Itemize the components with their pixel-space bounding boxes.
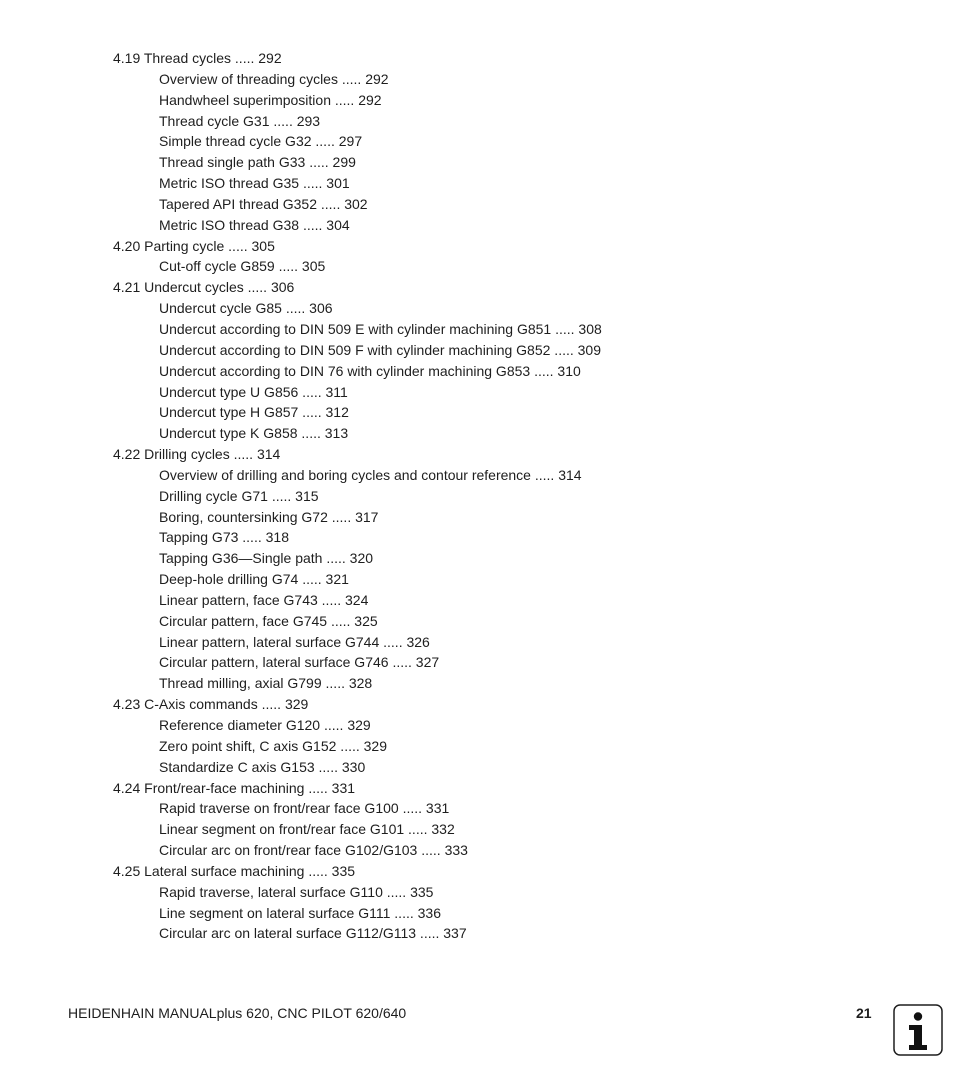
toc-entry[interactable]: Tapping G73 ..... 318	[159, 529, 289, 546]
toc-entry[interactable]: Thread milling, axial G799 ..... 328	[159, 675, 373, 692]
toc-entry[interactable]: Reference diameter G120 ..... 329	[159, 717, 371, 733]
toc-entry[interactable]: Linear pattern, lateral surface G744 ..... 326	[159, 633, 430, 650]
toc-entry[interactable]: Circular arc on lateral surface G112/G113 ..... 337	[159, 925, 467, 942]
toc-entry[interactable]: Drilling cycle G71 ..... 315	[159, 487, 319, 504]
toc-entry[interactable]: Zero point shift, C axis G152 ..... 329	[159, 737, 387, 754]
toc-section-entry[interactable]: 4.24 Front/rear-face machining ..... 331	[113, 779, 356, 796]
toc-entry[interactable]: Circular pattern, lateral surface G746 ..... 327	[159, 654, 440, 671]
toc-entry[interactable]: Rapid traverse, lateral surface G110 ..... 335	[159, 883, 434, 900]
toc-entry[interactable]: Handwheel superimposition ..... 292	[159, 91, 382, 108]
toc-entry[interactable]: Undercut according to DIN 76 with cylinder machining G853 ..... 310	[159, 362, 581, 379]
toc-entry[interactable]: Metric ISO thread G35 ..... 301	[159, 175, 350, 192]
toc-entry[interactable]: Circular pattern, face G745 ..... 325	[159, 612, 378, 629]
table-of-contents	[0, 48, 954, 944]
toc-entry[interactable]: Undercut according to DIN 509 F with cylinder machining G852 ..... 309	[159, 341, 601, 358]
toc-entry[interactable]: Undercut type U G856 ..... 311	[159, 383, 348, 400]
toc-section-entry[interactable]: 4.20 Parting cycle ..... 305	[113, 237, 275, 254]
toc-entry[interactable]: Tapping G36—Single path ..... 320	[159, 550, 374, 567]
toc-entry[interactable]: Overview of drilling and boring cycles and contour reference ..... 314	[159, 466, 582, 483]
toc-entry[interactable]: Undercut cycle G85 ..... 306	[159, 300, 333, 317]
info-icon[interactable]	[893, 1004, 943, 1056]
toc-entry[interactable]: Linear segment on front/rear face G101 ..... 332	[159, 821, 455, 838]
toc-entry[interactable]: Boring, countersinking G72 ..... 317	[159, 508, 379, 525]
toc-entry[interactable]: Undercut according to DIN 509 E with cylinder machining G851 ..... 308	[159, 320, 602, 337]
toc-entry[interactable]: Metric ISO thread G38 ..... 304	[159, 216, 350, 233]
toc-section-entry[interactable]: 4.25 Lateral surface machining ..... 335	[113, 862, 356, 879]
toc-entry[interactable]: Undercut type H G857 ..... 312	[159, 404, 349, 421]
toc-entry[interactable]: Circular arc on front/rear face G102/G103 ..... 333	[159, 842, 468, 859]
toc-entry[interactable]: Line segment on lateral surface G111 ..... 336	[159, 904, 441, 921]
toc-entry[interactable]: Undercut type K G858 ..... 313	[159, 425, 349, 442]
toc-entry[interactable]: Simple thread cycle G32 ..... 297	[159, 133, 363, 150]
toc-entry[interactable]: Standardize C axis G153 ..... 330	[159, 758, 366, 775]
toc-entry[interactable]: Linear pattern, face G743 ..... 324	[159, 591, 369, 608]
toc-section-entry[interactable]: 4.21 Undercut cycles ..... 306	[113, 279, 295, 296]
toc-entry[interactable]: Cut-off cycle G859 ..... 305	[159, 258, 326, 275]
toc-entry[interactable]: Rapid traverse on front/rear face G100 ..... 331	[159, 800, 450, 817]
footer-title: HEIDENHAIN MANUALplus 620, CNC PILOT 620/640	[68, 1005, 407, 1021]
toc-entry[interactable]: Thread single path G33 ..... 299	[159, 154, 356, 171]
toc-entry[interactable]: Tapered API thread G352 ..... 302	[159, 195, 368, 212]
toc-section-entry[interactable]: 4.23 C-Axis commands ..... 329	[113, 696, 309, 713]
toc-entry[interactable]: Overview of threading cycles ..... 292	[159, 70, 389, 87]
toc-entry[interactable]: Deep-hole drilling G74 ..... 321	[159, 571, 349, 588]
toc-section-entry[interactable]: 4.19 Thread cycles ..... 292	[113, 50, 282, 66]
toc-entry[interactable]: Thread cycle G31 ..... 293	[159, 112, 321, 129]
toc-section-entry[interactable]: 4.22 Drilling cycles ..... 314	[113, 446, 281, 463]
page-number: 21	[856, 1005, 872, 1021]
